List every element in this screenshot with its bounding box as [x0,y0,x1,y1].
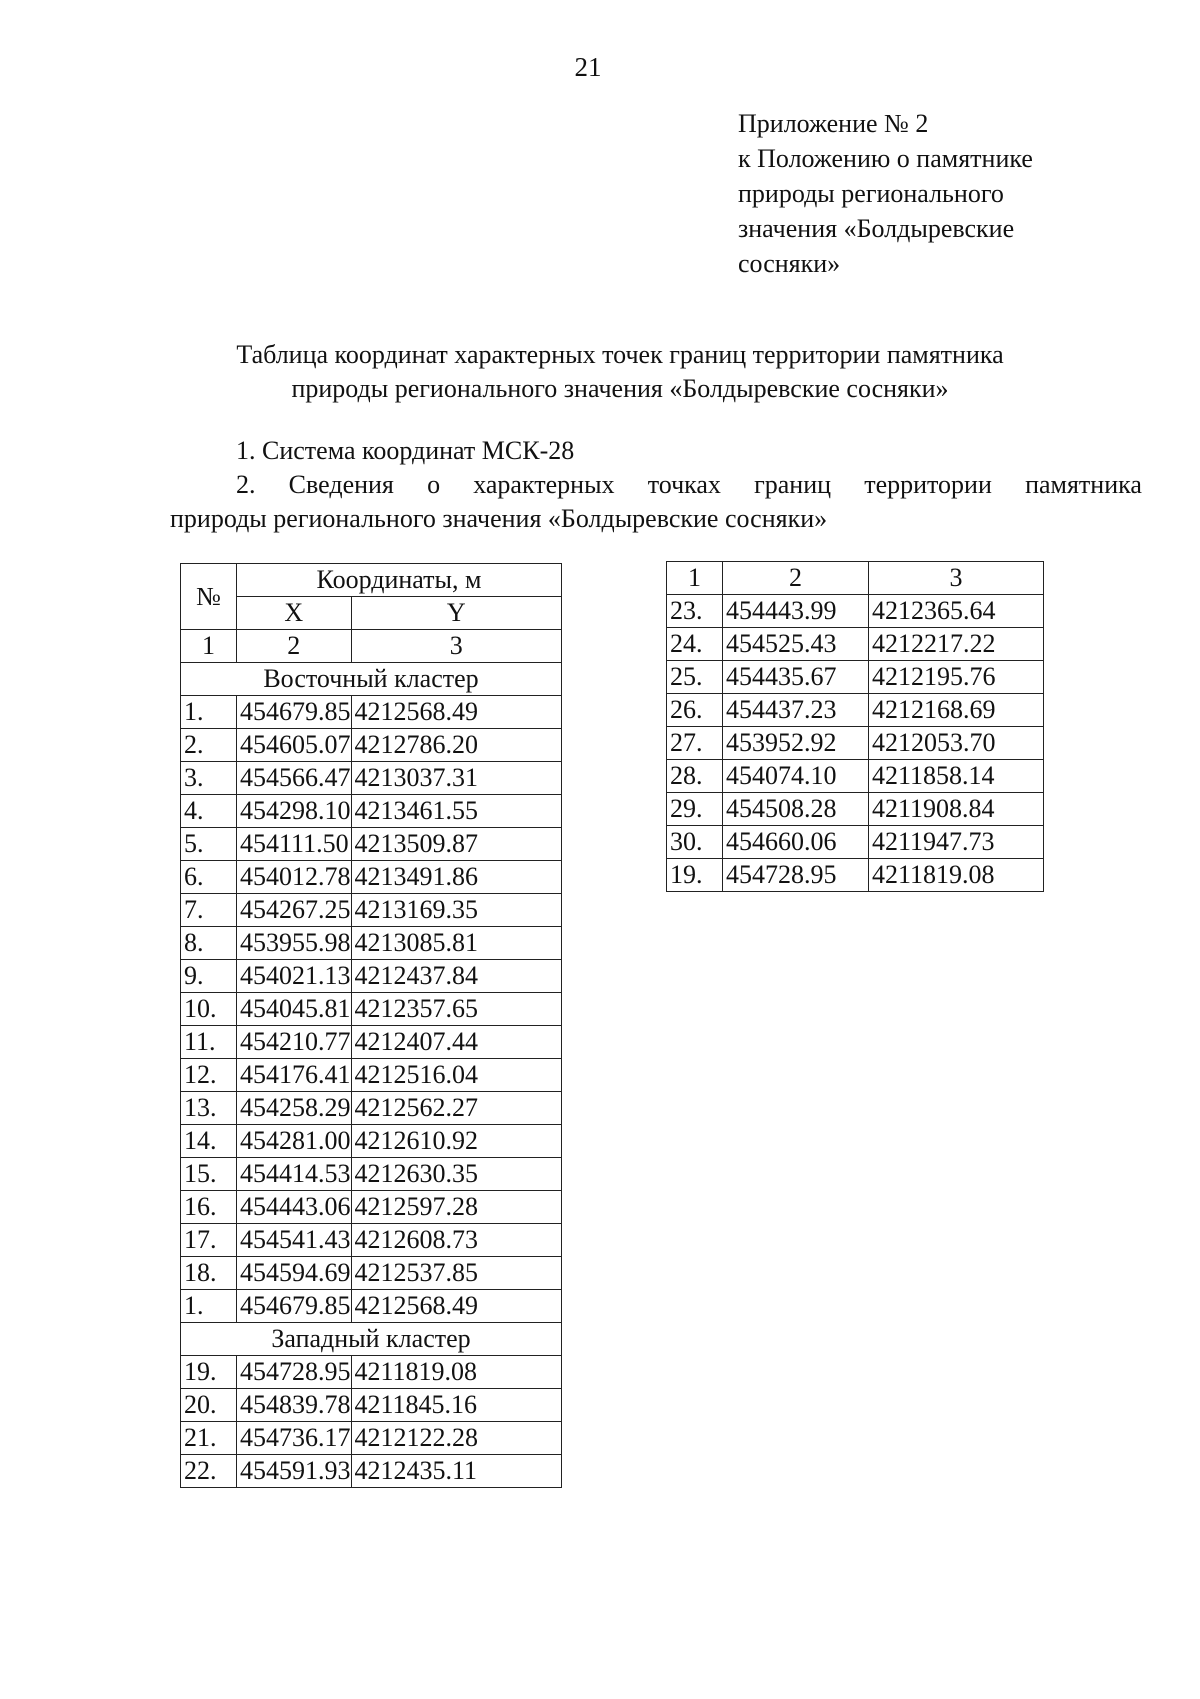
point-number: 27. [667,727,723,760]
table-row [181,1191,562,1224]
table-row [667,760,1044,793]
table-row [181,1389,562,1422]
header-coords: Координаты, м [237,564,562,597]
cluster-header-row [181,663,562,696]
coord-x: 454045.81 [237,993,352,1026]
header-y: Y [351,597,562,630]
coord-y: 4213491.86 [351,861,562,894]
point-number: 1. [181,1290,237,1323]
appendix-line: Приложение № 2 [738,109,929,138]
coord-x: 454594.69 [237,1257,352,1290]
table-header-row [181,564,562,597]
coord-y: 4211819.08 [351,1356,562,1389]
table-row [181,1092,562,1125]
point-number: 23. [667,595,723,628]
coord-x: 454728.95 [237,1356,352,1389]
column-number: 1 [181,630,237,663]
word: границ [754,470,832,499]
coord-y: 4212610.92 [351,1125,562,1158]
coord-y: 4212437.84 [351,960,562,993]
coord-x: 454660.06 [723,826,869,859]
coord-x: 454258.29 [237,1092,352,1125]
title-line: природы регионального значения «Болдыревские сосняки» [291,374,949,403]
column-number: 2 [237,630,352,663]
table-row [667,793,1044,826]
page-number: 21 [574,52,602,82]
appendix-line: значения «Болдыревские [738,214,1015,243]
point-number: 21. [181,1422,237,1455]
coord-y: 4211845.16 [351,1389,562,1422]
table-row [181,1356,562,1389]
table-row [181,1455,562,1488]
coord-y: 4212168.69 [869,694,1044,727]
coord-x: 454736.17 [237,1422,352,1455]
coord-y: 4212195.76 [869,661,1044,694]
coord-x: 454267.25 [237,894,352,927]
coord-x: 454176.41 [237,1059,352,1092]
column-number: 2 [723,562,869,595]
paragraph-line: природы регионального значения «Болдыревские сосняки» [170,504,828,533]
table-row [181,927,562,960]
table-row [667,826,1044,859]
coord-y: 4213461.55 [351,795,562,828]
point-number: 10. [181,993,237,1026]
point-number: 9. [181,960,237,993]
coord-x: 454679.85 [237,696,352,729]
table-header-row [181,597,562,630]
point-number: 12. [181,1059,237,1092]
table-row [181,894,562,927]
point-number: 19. [181,1356,237,1389]
column-number: 3 [351,630,562,663]
coord-y: 4211947.73 [869,826,1044,859]
coord-x: 454443.99 [723,595,869,628]
table-row [667,661,1044,694]
coord-y: 4213085.81 [351,927,562,960]
table-row [181,1224,562,1257]
coord-x: 454437.23 [723,694,869,727]
appendix-line: к Положению о памятнике [738,144,1033,173]
point-number: 17. [181,1224,237,1257]
cluster-label: Западный кластер [181,1323,562,1356]
coord-y: 4212630.35 [351,1158,562,1191]
point-number: 15. [181,1158,237,1191]
point-number: 28. [667,760,723,793]
table-row [181,1290,562,1323]
table-row [181,795,562,828]
point-number: 22. [181,1455,237,1488]
word: 2. [236,470,256,499]
cluster-header-row [181,1323,562,1356]
point-number: 8. [181,927,237,960]
paragraph-coordinate-system: 1. Система координат МСК-28 [236,436,575,465]
point-number: 25. [667,661,723,694]
appendix-header [738,106,1033,281]
table-column-number-row [181,630,562,663]
table-row [181,1257,562,1290]
point-number: 14. [181,1125,237,1158]
coord-y: 4212786.20 [351,729,562,762]
coord-x: 454210.77 [237,1026,352,1059]
table-row [667,628,1044,661]
coord-x: 454435.67 [723,661,869,694]
table-row [181,1059,562,1092]
point-number: 2. [181,729,237,762]
coord-x: 454414.53 [237,1158,352,1191]
coord-y: 4213037.31 [351,762,562,795]
point-number: 11. [181,1026,237,1059]
paragraph-points-info [170,468,1142,536]
coord-x: 454591.93 [237,1455,352,1488]
point-number: 5. [181,828,237,861]
coord-x: 454839.78 [237,1389,352,1422]
coord-x: 454728.95 [723,859,869,892]
coord-x: 454012.78 [237,861,352,894]
column-number: 3 [869,562,1044,595]
coordinates-table-left [180,563,562,1488]
coord-y: 4213509.87 [351,828,562,861]
coord-y: 4212407.44 [351,1026,562,1059]
coord-x: 454508.28 [723,793,869,826]
table-row [181,1422,562,1455]
point-number: 1. [181,696,237,729]
word: характерных [473,470,615,499]
coord-y: 4211908.84 [869,793,1044,826]
point-number: 19. [667,859,723,892]
point-number: 7. [181,894,237,927]
table-row [181,696,562,729]
paragraph-line [170,468,1142,502]
point-number: 16. [181,1191,237,1224]
cluster-label: Восточный кластер [181,663,562,696]
coord-x: 454443.06 [237,1191,352,1224]
coordinates-table-right [666,561,1044,892]
point-number: 26. [667,694,723,727]
coord-x: 454111.50 [237,828,352,861]
appendix-line: природы регионального [738,179,1004,208]
column-number: 1 [667,562,723,595]
coord-y: 4212122.28 [351,1422,562,1455]
table-row [181,1125,562,1158]
table-row [667,694,1044,727]
table-row [181,861,562,894]
table-row [181,960,562,993]
coord-x: 454021.13 [237,960,352,993]
word: о [427,470,441,499]
coord-x: 453955.98 [237,927,352,960]
coord-x: 454281.00 [237,1125,352,1158]
point-number: 18. [181,1257,237,1290]
header-num: № [181,564,237,630]
table-row [181,762,562,795]
coord-x: 454298.10 [237,795,352,828]
table-row [181,828,562,861]
coord-y: 4212597.28 [351,1191,562,1224]
coord-y: 4212435.11 [351,1455,562,1488]
table-row [181,729,562,762]
table-row [667,727,1044,760]
table-column-number-row [667,562,1044,595]
word: памятника [1025,470,1142,499]
coord-y: 4212365.64 [869,595,1044,628]
table-row [667,859,1044,892]
coord-y: 4212568.49 [351,1290,562,1323]
coord-y: 4212537.85 [351,1257,562,1290]
coord-y: 4213169.35 [351,894,562,927]
coord-y: 4212357.65 [351,993,562,1026]
coord-y: 4212568.49 [351,696,562,729]
point-number: 4. [181,795,237,828]
coord-x: 454679.85 [237,1290,352,1323]
point-number: 6. [181,861,237,894]
coord-x: 453952.92 [723,727,869,760]
header-x: X [237,597,352,630]
coord-y: 4212608.73 [351,1224,562,1257]
point-number: 30. [667,826,723,859]
coord-y: 4212217.22 [869,628,1044,661]
word: территории [864,470,992,499]
title-line: Таблица координат характерных точек границ территории памятника [236,340,1004,369]
table-row [181,1026,562,1059]
word: Сведения [288,470,394,499]
appendix-line: сосняки» [738,249,841,278]
point-number: 29. [667,793,723,826]
table-row [181,1158,562,1191]
point-number: 20. [181,1389,237,1422]
point-number: 13. [181,1092,237,1125]
point-number: 3. [181,762,237,795]
document-title [200,338,1040,406]
coord-x: 454541.43 [237,1224,352,1257]
coord-y: 4212516.04 [351,1059,562,1092]
word: точках [647,470,721,499]
coord-x: 454074.10 [723,760,869,793]
table-row [667,595,1044,628]
coord-x: 454605.07 [237,729,352,762]
coord-y: 4211858.14 [869,760,1044,793]
coord-y: 4211819.08 [869,859,1044,892]
coord-y: 4212562.27 [351,1092,562,1125]
coord-x: 454566.47 [237,762,352,795]
coord-y: 4212053.70 [869,727,1044,760]
table-row [181,993,562,1026]
point-number: 24. [667,628,723,661]
coord-x: 454525.43 [723,628,869,661]
